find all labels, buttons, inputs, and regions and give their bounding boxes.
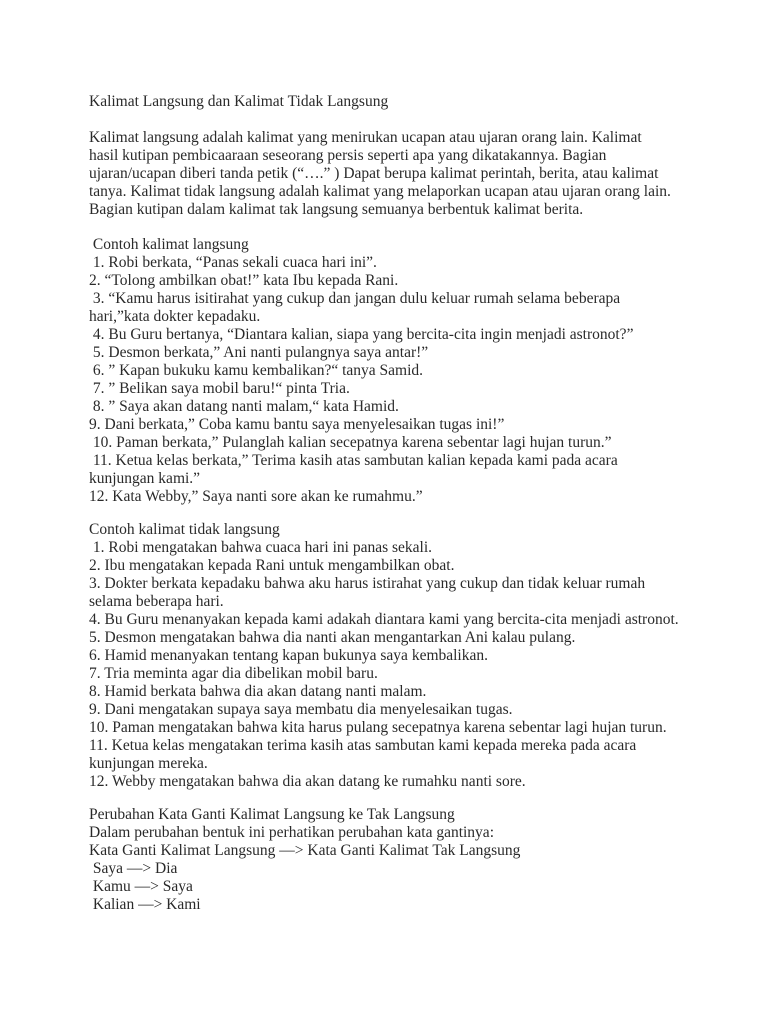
list-item: 7. Tria meminta agar dia dibelikan mobil baru. <box>89 665 378 682</box>
list-item: 8. Hamid berkata bahwa dia akan datang nanti malam. <box>89 683 427 700</box>
list-item: 10. Paman berkata,” Pulanglah kalian secepatnya karena sebentar lagi hujan turun.” <box>89 434 612 451</box>
direct-examples-list <box>89 254 684 506</box>
list-item: 5. Desmon berkata,” Ani nanti pulangnya saya antar!” <box>89 344 429 361</box>
list-item: 8. ” Saya akan datang nanti malam,“ kata Hamid. <box>89 398 399 415</box>
list-item: Kamu —> Saya <box>89 878 193 895</box>
indirect-examples-heading: Contoh kalimat tidak langsung <box>89 521 280 538</box>
list-item: 1. Robi mengatakan bahwa cuaca hari ini panas sekali. <box>89 539 433 556</box>
indirect-speech-examples <box>89 521 684 791</box>
list-item: 6. ” Kapan bukuku kamu kembalikan?“ tanya Samid. <box>89 362 424 379</box>
list-item: 4. Bu Guru bertanya, “Diantara kalian, siapa yang bercita-cita ingin menjadi astronot?” <box>89 326 634 343</box>
pronoun-table-heading: Kata Ganti Kalimat Langsung —> Kata Ganti Kalimat Tak Langsung <box>89 842 521 859</box>
list-item: 6. Hamid menanyakan tentang kapan bukunya saya kembalikan. <box>89 647 488 664</box>
list-item: 12. Kata Webby,” Saya nanti sore akan ke rumahmu.” <box>89 488 423 505</box>
list-item: 9. Dani mengatakan supaya saya membatu dia menyelesaikan tugas. <box>89 701 513 718</box>
indirect-examples-list <box>89 539 684 791</box>
list-item: 11. Ketua kelas berkata,” Terima kasih atas sambutan kalian kepada kami pada acara kunjungan kami.” <box>89 452 622 487</box>
direct-speech-examples <box>89 236 684 506</box>
list-item: Kalian —> Kami <box>89 896 201 913</box>
list-item: 10. Paman mengatakan bahwa kita harus pulang secepatnya karena sebentar lagi hujan turun. <box>89 719 667 736</box>
list-item: 3. “Kamu harus isitirahat yang cukup dan jangan dulu keluar rumah selama beberapa hari,”kata dokter kepadaku. <box>89 290 624 325</box>
list-item: 9. Dani berkata,” Coba kamu bantu saya menyelesaikan tugas ini!” <box>89 416 505 433</box>
direct-examples-heading: Contoh kalimat langsung <box>89 236 249 253</box>
list-item: 1. Robi berkata, “Panas sekali cuaca hari ini”. <box>89 254 377 271</box>
list-item: 7. ” Belikan saya mobil baru!“ pinta Tria. <box>89 380 350 397</box>
pronoun-change-list <box>89 860 684 914</box>
pronoun-change-section <box>89 806 684 914</box>
list-item: 2. Ibu mengatakan kepada Rani untuk mengambilkan obat. <box>89 557 455 574</box>
intro-paragraph: Kalimat langsung adalah kalimat yang menirukan ucapan atau ujaran orang lain. Kalimat hasil kutipan pembicaaraan seseorang persis seperti apa yang dikatakannya. Bagian ujaran/ucapan diberi tanda petik (“….” ) Dapat berupa kalimat perintah, berita, atau kalimat tanya. Kalimat tidak langsung adalah kalimat yang melaporkan ucapan atau ujaran orang lain. Bagian kutipan dalam kalimat tak langsung semuanya berbentuk kalimat berita. <box>89 129 671 218</box>
list-item: 11. Ketua kelas mengatakan terima kasih atas sambutan kami kepada mereka pada acara kunjungan mereka. <box>89 737 641 772</box>
list-item: 2. “Tolong ambilkan obat!” kata Ibu kepada Rani. <box>89 272 399 289</box>
list-item: 12. Webby mengatakan bahwa dia akan datang ke rumahku nanti sore. <box>89 773 526 790</box>
list-item: 5. Desmon mengatakan bahwa dia nanti akan mengantarkan Ani kalau pulang. <box>89 629 576 646</box>
list-item: Saya —> Dia <box>89 860 178 877</box>
pronoun-section-intro: Dalam perubahan bentuk ini perhatikan perubahan kata gantinya: <box>89 824 494 841</box>
document-title: Kalimat Langsung dan Kalimat Tidak Langsung <box>89 93 389 110</box>
list-item: 4. Bu Guru menanyakan kepada kami adakah diantara kami yang bercita-cita menjadi astronot. <box>89 611 679 628</box>
list-item: 3. Dokter berkata kepadaku bahwa aku harus istirahat yang cukup dan tidak keluar rumah selama beberapa hari. <box>89 575 649 610</box>
pronoun-section-heading: Perubahan Kata Ganti Kalimat Langsung ke Tak Langsung <box>89 806 455 823</box>
